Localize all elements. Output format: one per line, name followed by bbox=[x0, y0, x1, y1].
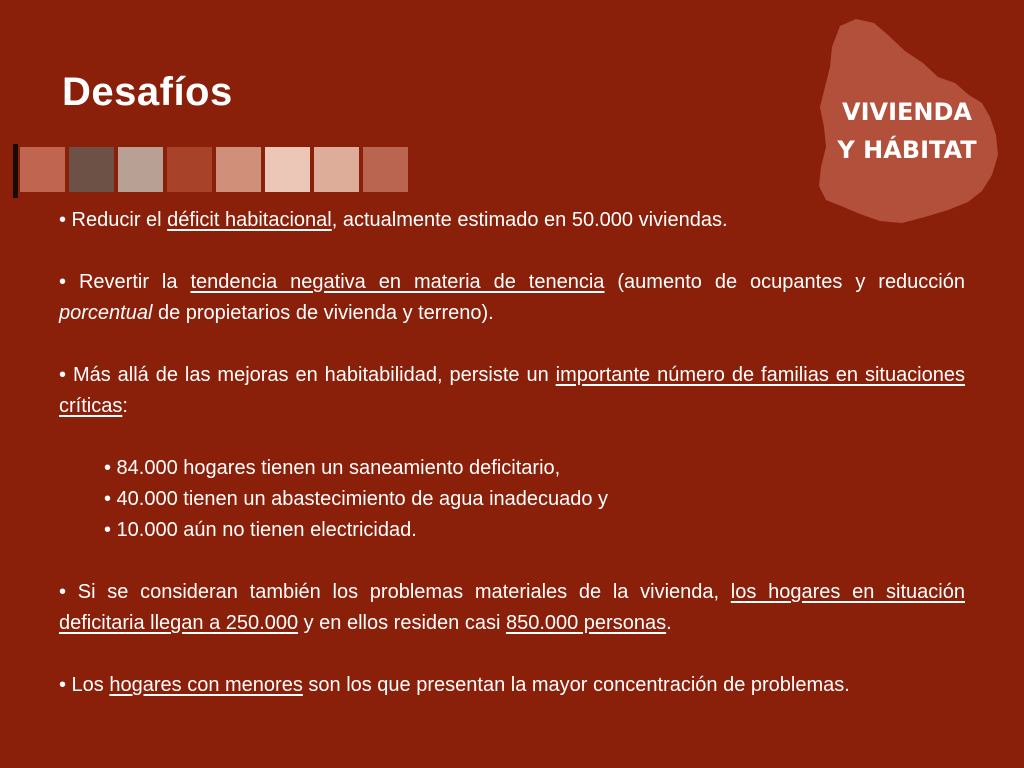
underlined-phrase: tendencia negativa en materia de tenencia bbox=[190, 271, 605, 293]
sub-bullet: • 40.000 tienen un abastecimiento de agua inadecuado y bbox=[104, 488, 609, 510]
bullet-text: : bbox=[122, 395, 128, 417]
bullet-tenencia bbox=[59, 267, 965, 329]
color-swatch-strip bbox=[20, 147, 408, 192]
bullet-text: • Revertir la bbox=[59, 271, 191, 293]
sub-bullet: • 84.000 hogares tienen un saneamiento deficitario, bbox=[104, 457, 561, 479]
underlined-phrase: 850.000 personas bbox=[505, 612, 667, 634]
bullet-text: • Si se consideran también los problemas materiales de la vivienda, bbox=[59, 581, 731, 603]
bullet-hogares-menores bbox=[59, 670, 965, 701]
underlined-phrase: importante número de familias en situaciones críticas bbox=[59, 364, 965, 417]
bullet-text: , actualmente estimado en 50.000 viviendas. bbox=[331, 209, 728, 231]
bullet-deficit bbox=[59, 205, 965, 236]
logo-text bbox=[812, 93, 1002, 169]
color-swatch bbox=[69, 147, 114, 192]
underlined-phrase: déficit habitacional bbox=[167, 209, 332, 231]
sub-bullet: • 10.000 aún no tienen electricidad. bbox=[104, 519, 417, 541]
bullet-text: y en ellos residen casi bbox=[298, 612, 506, 634]
underlined-phrase: los hogares en situación deficitaria llegan a 250.000 bbox=[59, 581, 965, 634]
accent-bar bbox=[13, 144, 18, 198]
color-swatch bbox=[216, 147, 261, 192]
color-swatch bbox=[118, 147, 163, 192]
italic-word: porcentual bbox=[59, 302, 153, 324]
color-swatch bbox=[265, 147, 310, 192]
color-swatch bbox=[167, 147, 212, 192]
bullet-list bbox=[59, 205, 965, 701]
logo-line-2: Y HÁBITAT bbox=[837, 136, 977, 164]
page-title: Desafíos bbox=[62, 70, 233, 114]
bullet-text: son los que presentan la mayor concentración de problemas. bbox=[302, 674, 850, 696]
bullet-text: • Reducir el bbox=[59, 209, 168, 231]
bullet-familias bbox=[59, 360, 965, 422]
bullet-text: • Más allá de las mejoras en habitabilidad, persiste un bbox=[59, 364, 556, 386]
bullet-text: (aumento de ocupantes y reducción bbox=[604, 271, 965, 293]
bullet-text: • Los bbox=[59, 674, 110, 696]
logo-line-1: VIVIENDA bbox=[842, 98, 972, 126]
color-swatch bbox=[363, 147, 408, 192]
underlined-phrase: hogares con menores bbox=[109, 674, 303, 696]
bullet-hogares-deficitarios bbox=[59, 577, 965, 639]
bullet-text: de propietarios de vivienda y terreno). bbox=[152, 302, 494, 324]
bullet-text: . bbox=[666, 612, 672, 634]
color-swatch bbox=[314, 147, 359, 192]
color-swatch bbox=[20, 147, 65, 192]
sub-bullet-list bbox=[104, 453, 965, 546]
